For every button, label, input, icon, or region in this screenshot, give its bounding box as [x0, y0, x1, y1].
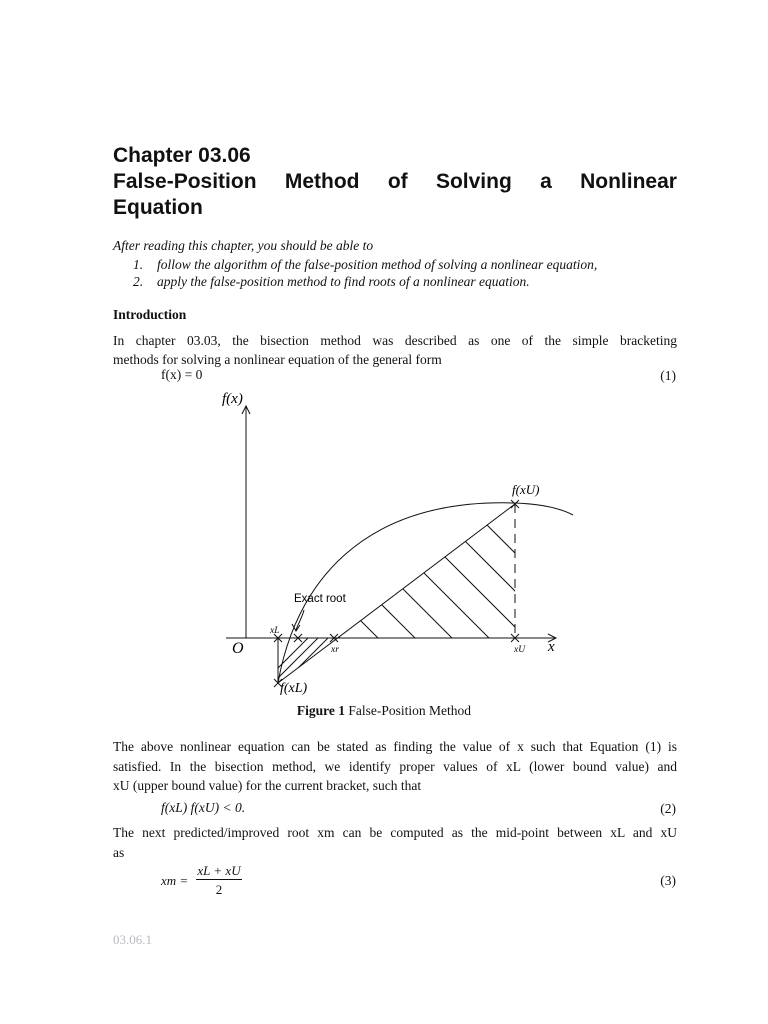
exact-root-label: Exact root [294, 593, 346, 605]
page-footer: 03.06.1 [113, 932, 152, 947]
intro-paragraph [113, 331, 677, 369]
title-word: Nonlinear [580, 170, 677, 193]
xu-label: xU [514, 645, 526, 655]
figure-caption-label: Figure 1 [296, 703, 346, 718]
title-word: Solving [435, 170, 512, 193]
fxl-label: f(xL) [280, 681, 308, 696]
paragraph-2 [113, 737, 677, 796]
equation-3-lhs: xm = [161, 873, 189, 888]
intro-line: In chapter 03.03, the bisection method was described as one of the simple bracketing [113, 333, 677, 348]
chapter-number: Chapter 03.06 [113, 144, 251, 167]
objective-number: 2. [133, 274, 144, 289]
title-word: of [387, 170, 408, 193]
origin-label: O [232, 640, 244, 657]
paragraph-3 [113, 823, 677, 863]
title-word: False-Position [113, 170, 257, 193]
x-axis-label: x [548, 639, 555, 655]
figure-caption-text: False-Position Method [345, 703, 472, 718]
para2-line: The above nonlinear equation can be stated as finding the value of x such that Equation (1) is [113, 739, 677, 754]
fxu-label: f(xU) [512, 482, 540, 497]
xr-label: xr [331, 645, 339, 655]
objective-item [133, 256, 597, 273]
equation-1: f(x) = 0 [161, 367, 203, 382]
equation-3-numerator: xL + xU [197, 863, 241, 878]
equation-1-number: (1) [660, 368, 676, 383]
title-line-2: Equation [113, 196, 203, 219]
equation-3-number: (3) [660, 873, 676, 888]
intro-line: methods for solving a nonlinear equation of the general form [113, 352, 442, 367]
objectives-intro: After reading this chapter, you should be able to [113, 238, 374, 253]
xl-label: xL [270, 626, 280, 636]
chapter-title [113, 169, 677, 221]
para3-line: The next predicted/improved root xm can be computed as the mid-point between xL and xU [113, 825, 677, 840]
figure-caption [0, 703, 768, 719]
para3-line: as [113, 845, 125, 860]
false-position-figure [200, 386, 600, 702]
y-axis-label: f(x) [222, 391, 243, 407]
title-word: a [540, 170, 552, 193]
title-line-1 [113, 169, 677, 195]
objective-number: 1. [133, 257, 144, 272]
objective-text: apply the false-position method to find roots of a nonlinear equation. [157, 274, 530, 289]
para2-line: xU (upper bound value) for the current bracket, such that [113, 778, 422, 793]
equation-3-denominator: 2 [215, 882, 223, 897]
objectives-list [133, 256, 597, 290]
objective-item [133, 273, 597, 290]
title-word: Method [284, 170, 360, 193]
objective-text: follow the algorithm of the false-position method of solving a nonlinear equation, [157, 257, 598, 272]
equation-2-number: (2) [660, 801, 676, 816]
section-heading: Introduction [113, 307, 187, 322]
para2-line: satisfied. In the bisection method, we identify proper values of xL (lower bound value) and [113, 758, 677, 774]
equation-2: f(xL) f(xU) < 0. [161, 800, 246, 815]
